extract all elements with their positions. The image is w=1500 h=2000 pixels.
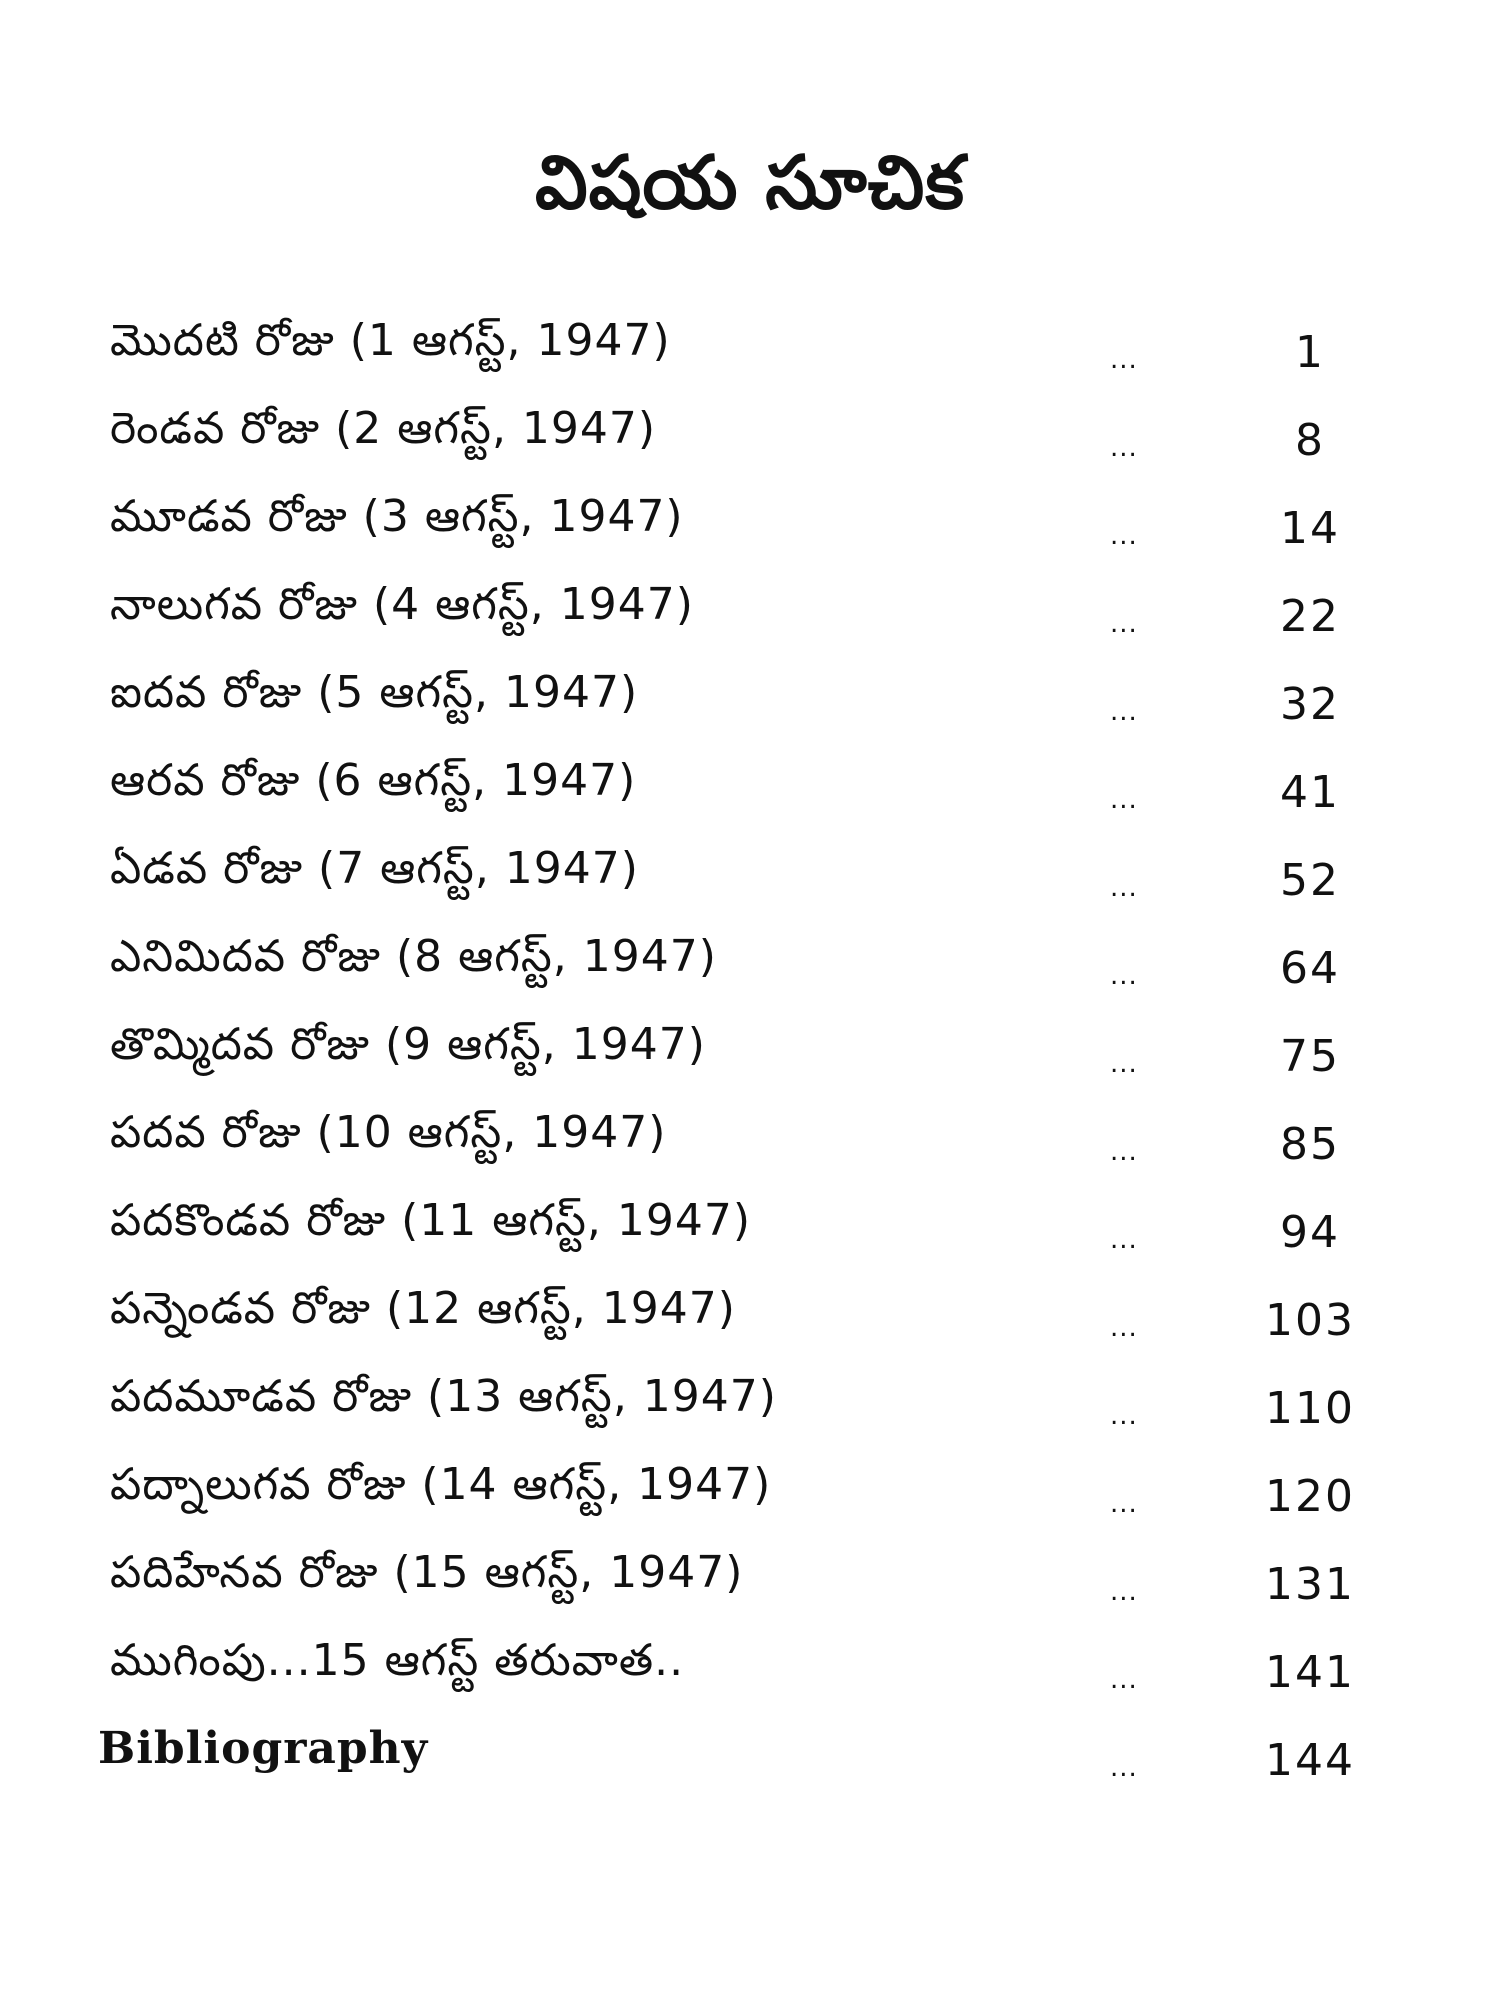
toc-entry-leader: ... [1110, 1137, 1138, 1167]
toc-entry [0, 1361, 1500, 1449]
toc-entry-title: ఆరవ రోజు (6 ఆగస్ట్, 1947) [110, 755, 637, 806]
toc-entry [0, 481, 1500, 569]
toc-entry [0, 745, 1500, 833]
toc-entry-page-number: 144 [1265, 1735, 1355, 1786]
toc-entry [0, 1273, 1500, 1361]
toc-entry-leader: ... [1110, 1665, 1138, 1695]
toc-entry [0, 1185, 1500, 1273]
toc-entry-title: రెండవ రోజు (2 ఆగస్ట్, 1947) [110, 403, 657, 454]
toc-entry [0, 1097, 1500, 1185]
toc-entry-leader: ... [1110, 961, 1138, 991]
toc-entry-leader: ... [1110, 873, 1138, 903]
toc-entry-leader: ... [1110, 1401, 1138, 1431]
toc-entry-page-number: 1 [1295, 327, 1325, 378]
toc-entry-leader: ... [1110, 1753, 1138, 1783]
toc-entry-page-number: 131 [1265, 1559, 1355, 1610]
toc-entry-page-number: 120 [1265, 1471, 1355, 1522]
toc-entry-page-number: 64 [1280, 943, 1340, 994]
toc-entry-title: ఏడవ రోజు (7 ఆగస్ట్, 1947) [110, 843, 639, 894]
toc-entry-leader: ... [1110, 1313, 1138, 1343]
toc-entry-page-number: 94 [1280, 1207, 1340, 1258]
toc-entry-page-number: 85 [1280, 1119, 1340, 1170]
toc-entry-title: నాలుగవ రోజు (4 ఆగస్ట్, 1947) [110, 579, 694, 630]
toc-entry-title: ఎనిమిదవ రోజు (8 ఆగస్ట్, 1947) [110, 931, 717, 982]
page-title: విషయ సూచిక [535, 140, 965, 226]
toc-entry-title: పదిహేనవ రోజు (15 ఆగస్ట్, 1947) [110, 1547, 744, 1598]
toc-entry-title: ముగింపు...15 ఆగస్ట్ తరువాత.. [110, 1635, 685, 1686]
toc-entry-leader: ... [1110, 1225, 1138, 1255]
toc-entry-title: మొదటి రోజు (1 ఆగస్ట్, 1947) [110, 315, 671, 366]
toc-entry [0, 657, 1500, 745]
toc-entry-title: మూడవ రోజు (3 ఆగస్ట్, 1947) [110, 491, 684, 542]
toc-entry [0, 1009, 1500, 1097]
toc-entry-page-number: 22 [1280, 591, 1340, 642]
toc-entry-page-number: 32 [1280, 679, 1340, 730]
toc-entry-title: పద్నాలుగవ రోజు (14 ఆగస్ట్, 1947) [110, 1459, 772, 1510]
toc-entry [0, 393, 1500, 481]
toc-entry [0, 1537, 1500, 1625]
toc-entry-title: పన్నెండవ రోజు (12 ఆగస్ట్, 1947) [110, 1283, 736, 1334]
toc-entry-leader: ... [1110, 1049, 1138, 1079]
toc-entry-page-number: 75 [1280, 1031, 1340, 1082]
toc-entry [0, 921, 1500, 1009]
toc-entry-title: పదవ రోజు (10 ఆగస్ట్, 1947) [110, 1107, 667, 1158]
toc-entry [0, 305, 1500, 393]
toc-entry-leader: ... [1110, 521, 1138, 551]
toc-entry-page-number: 8 [1295, 415, 1325, 466]
toc-entry-leader: ... [1110, 1489, 1138, 1519]
toc-entry-title: పదమూడవ రోజు (13 ఆగస్ట్, 1947) [110, 1371, 777, 1422]
toc-entry-bibliography [0, 1713, 1500, 1801]
toc-entry-page-number: 14 [1280, 503, 1340, 554]
toc-entry-leader: ... [1110, 345, 1138, 375]
toc-entry-leader: ... [1110, 433, 1138, 463]
toc-entry-leader: ... [1110, 1577, 1138, 1607]
toc-entry-page-number: 41 [1280, 767, 1340, 818]
toc-entry-title: Bibliography [98, 1723, 429, 1774]
toc-entry [0, 1449, 1500, 1537]
toc-entry-leader: ... [1110, 609, 1138, 639]
toc-entry [0, 1625, 1500, 1713]
toc-entry-page-number: 141 [1265, 1647, 1355, 1698]
toc-entry-page-number: 103 [1265, 1295, 1355, 1346]
toc-entry [0, 569, 1500, 657]
toc-entry-page-number: 110 [1265, 1383, 1355, 1434]
toc-entry [0, 833, 1500, 921]
toc-entry-leader: ... [1110, 785, 1138, 815]
toc-entry-title: ఐదవ రోజు (5 ఆగస్ట్, 1947) [110, 667, 639, 718]
toc-entry-title: పదకొండవ రోజు (11 ఆగస్ట్, 1947) [110, 1195, 752, 1246]
table-of-contents [0, 305, 1500, 1801]
toc-entry-page-number: 52 [1280, 855, 1340, 906]
toc-entry-leader: ... [1110, 697, 1138, 727]
toc-entry-title: తొమ్మిదవ రోజు (9 ఆగస్ట్, 1947) [110, 1019, 706, 1070]
